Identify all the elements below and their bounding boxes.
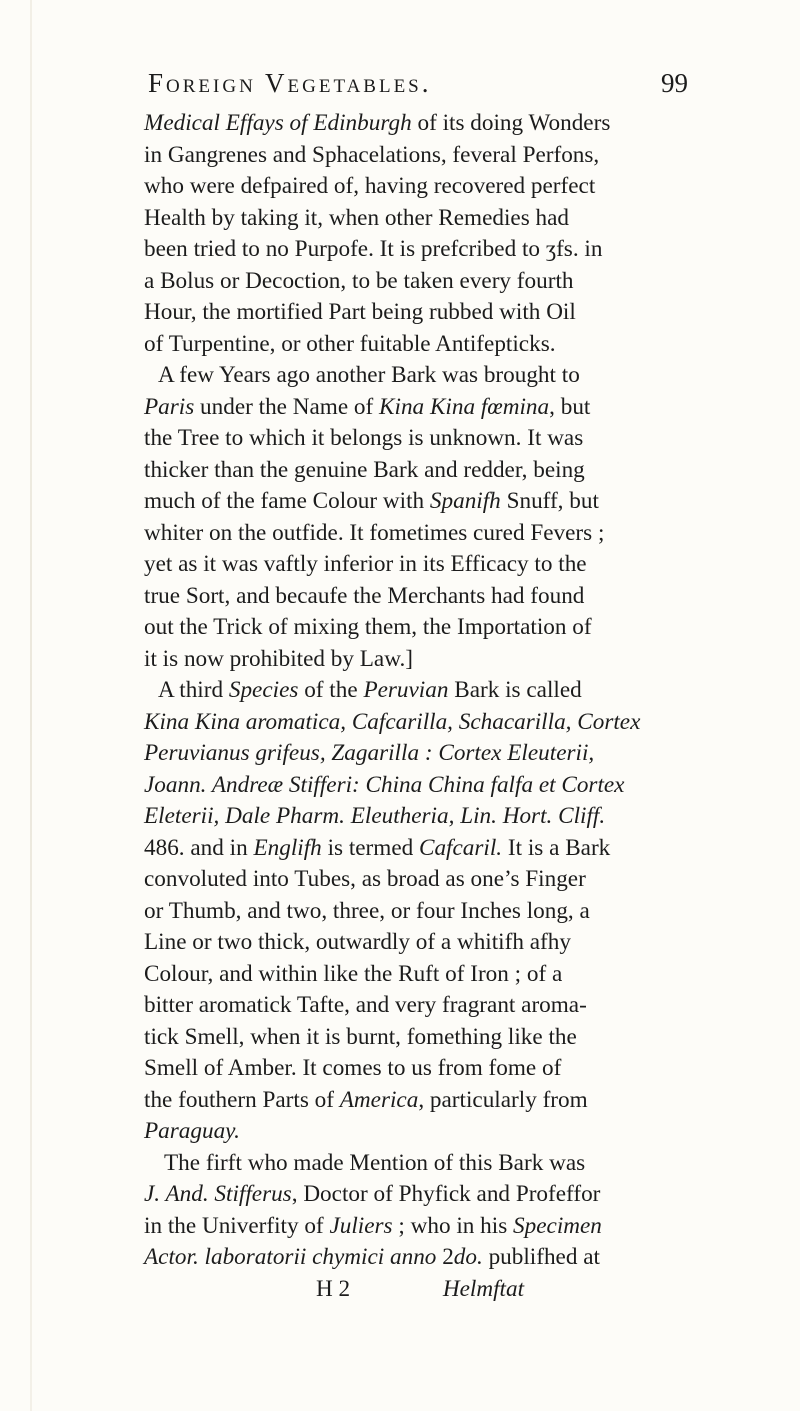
roman-text: the Tree to which it belongs is unknown. It was <box>144 425 584 451</box>
page-edge-shadow <box>30 0 32 1411</box>
roman-text: The firft who made Mention of this Bark was <box>164 1149 586 1176</box>
roman-text: , Doctor of Phyfick and Profeffor <box>291 1181 601 1207</box>
italic-text: Helmftat <box>442 1275 525 1302</box>
roman-text <box>350 1276 443 1302</box>
text-line <box>144 927 694 959</box>
text-line <box>144 1179 694 1211</box>
text-line <box>144 171 694 203</box>
text-line <box>144 1053 694 1085</box>
italic-text: Specimen <box>513 1212 602 1239</box>
text-line <box>144 360 694 392</box>
roman-text: , but <box>549 393 591 420</box>
text-line <box>144 1085 694 1117</box>
italic-text: Cafcaril. <box>419 834 503 861</box>
text-line <box>144 770 694 802</box>
roman-text: bitter aromatick Tafte, and very fragrant aroma- <box>144 992 587 1018</box>
roman-text: , particularly from <box>418 1086 588 1113</box>
roman-text: Smell of Amber. It comes to us from fome of <box>144 1055 562 1081</box>
text-line <box>144 1116 694 1148</box>
text-line <box>144 644 694 676</box>
italic-text: Actor. laboratorii chymici anno <box>144 1244 437 1270</box>
roman-text: or Thumb, and two, three, or four Inches long, a <box>144 897 590 924</box>
roman-text: tick Smell, when it is burnt, fomething like the <box>144 1023 577 1050</box>
italic-text: Englifh <box>253 834 322 861</box>
text-line <box>144 140 694 172</box>
text-line <box>144 423 694 455</box>
text-line <box>144 738 694 770</box>
roman-text: yet as it was vaftly inferior in its Efficacy to the <box>144 551 587 577</box>
roman-text: 486. and in <box>144 834 254 861</box>
text-line <box>144 266 694 298</box>
roman-text: Snuff, but <box>500 488 599 514</box>
roman-text: Bark is called <box>448 677 582 703</box>
text-line <box>144 329 694 361</box>
text-line <box>144 612 694 644</box>
roman-text: ; who in his <box>392 1212 514 1239</box>
roman-text: A few Years ago another Bark was brought to <box>158 362 580 388</box>
text-line <box>144 896 694 928</box>
running-title: Foreign Vegetables. <box>148 68 432 98</box>
roman-text: It is a Bark <box>502 834 611 861</box>
roman-text: it is now prohibited by Law.] <box>144 645 413 672</box>
text-line <box>144 990 694 1022</box>
italic-text: Medical Effays of Edinburgh <box>144 110 412 136</box>
roman-text: of its doing Wonders <box>411 110 611 136</box>
italic-text: J. And. Stifferus <box>144 1181 292 1207</box>
italic-text: Paris <box>144 393 195 420</box>
italic-text: Kina Kina aromatica, Cafcarilla, Schacarilla, Cortex <box>144 708 641 735</box>
roman-text: of Turpentine, or other fuitable Antifepticks. <box>144 330 556 357</box>
italic-text: Kina Kina fœmina <box>379 393 550 420</box>
roman-text: in the Univerfity of <box>144 1212 330 1239</box>
italic-text: Peruvian <box>363 677 449 703</box>
roman-text: is termed <box>321 834 419 861</box>
italic-text: Juliers <box>329 1212 393 1239</box>
roman-text: whiter on the outfide. It fometimes cured Fevers ; <box>144 519 605 546</box>
body-text <box>144 108 694 1305</box>
text-line <box>144 1211 694 1243</box>
text-line <box>144 864 694 896</box>
italic-text: do. <box>453 1244 483 1270</box>
text-line <box>144 581 694 613</box>
text-line <box>144 801 694 833</box>
roman-text: thicker than the genuine Bark and redder, being <box>144 456 585 483</box>
page-number: 99 <box>661 68 688 98</box>
roman-text: 2 <box>436 1244 454 1270</box>
italic-text: Spanifh <box>429 488 501 514</box>
text-line <box>144 549 694 581</box>
italic-text: Species <box>228 677 299 703</box>
text-line <box>144 203 694 235</box>
italic-text: Joann. Andreæ Stifferi: China China falfa et Cortex <box>144 771 625 798</box>
text-line <box>144 392 694 424</box>
text-line <box>144 833 694 865</box>
roman-text: A third <box>158 677 229 703</box>
roman-text: a Bolus or Decoction, to be taken every fourth <box>144 267 574 294</box>
roman-text: under the Name of <box>194 393 380 420</box>
italic-text: America <box>339 1086 419 1113</box>
text-line <box>144 486 694 518</box>
roman-text: out the Trick of mixing them, the Importation of <box>144 614 592 640</box>
text-line <box>144 234 694 266</box>
text-line <box>144 455 694 487</box>
roman-text: Hour, the mortified Part being rubbed with Oil <box>144 299 576 325</box>
text-line <box>144 707 694 739</box>
italic-text: Paraguay. <box>144 1118 240 1144</box>
roman-text: been tried to no Purpofe. It is prefcribed to ʒfs. in <box>144 236 603 262</box>
text-line <box>144 1242 694 1274</box>
text-line <box>144 1148 694 1180</box>
roman-text: H 2 <box>316 1275 351 1302</box>
text-line <box>144 518 694 550</box>
roman-text: much of the fame Colour with <box>144 488 430 514</box>
roman-text: of the <box>298 677 364 703</box>
roman-text: Line or two thick, outwardly of a whitifh afhy <box>144 929 571 955</box>
roman-text: Colour, and within like the Ruft of Iron ; of a <box>144 960 563 987</box>
roman-text: in Gangrenes and Sphacelations, feveral Perfons, <box>144 141 600 168</box>
text-line <box>144 675 694 707</box>
text-line <box>144 959 694 991</box>
roman-text: true Sort, and becaufe the Merchants had found <box>144 582 585 609</box>
text-line <box>144 297 694 329</box>
text-line <box>144 1022 694 1054</box>
text-line <box>144 1274 694 1306</box>
italic-text: Eleterii, Dale Pharm. Eleutheria, Lin. Hort. Cliff. <box>144 803 606 829</box>
roman-text: Health by taking it, when other Remedies had <box>144 204 569 231</box>
roman-text: publifhed at <box>482 1244 600 1270</box>
text-line <box>144 108 694 140</box>
roman-text: the fouthern Parts of <box>144 1086 340 1113</box>
italic-text: Peruvianus grifeus, Zagarilla : Cortex Eleuterii, <box>144 740 595 766</box>
roman-text: who were defpaired of, having recovered perfect <box>144 173 596 199</box>
roman-text: convoluted into Tubes, as broad as one’s Finger <box>144 866 586 892</box>
